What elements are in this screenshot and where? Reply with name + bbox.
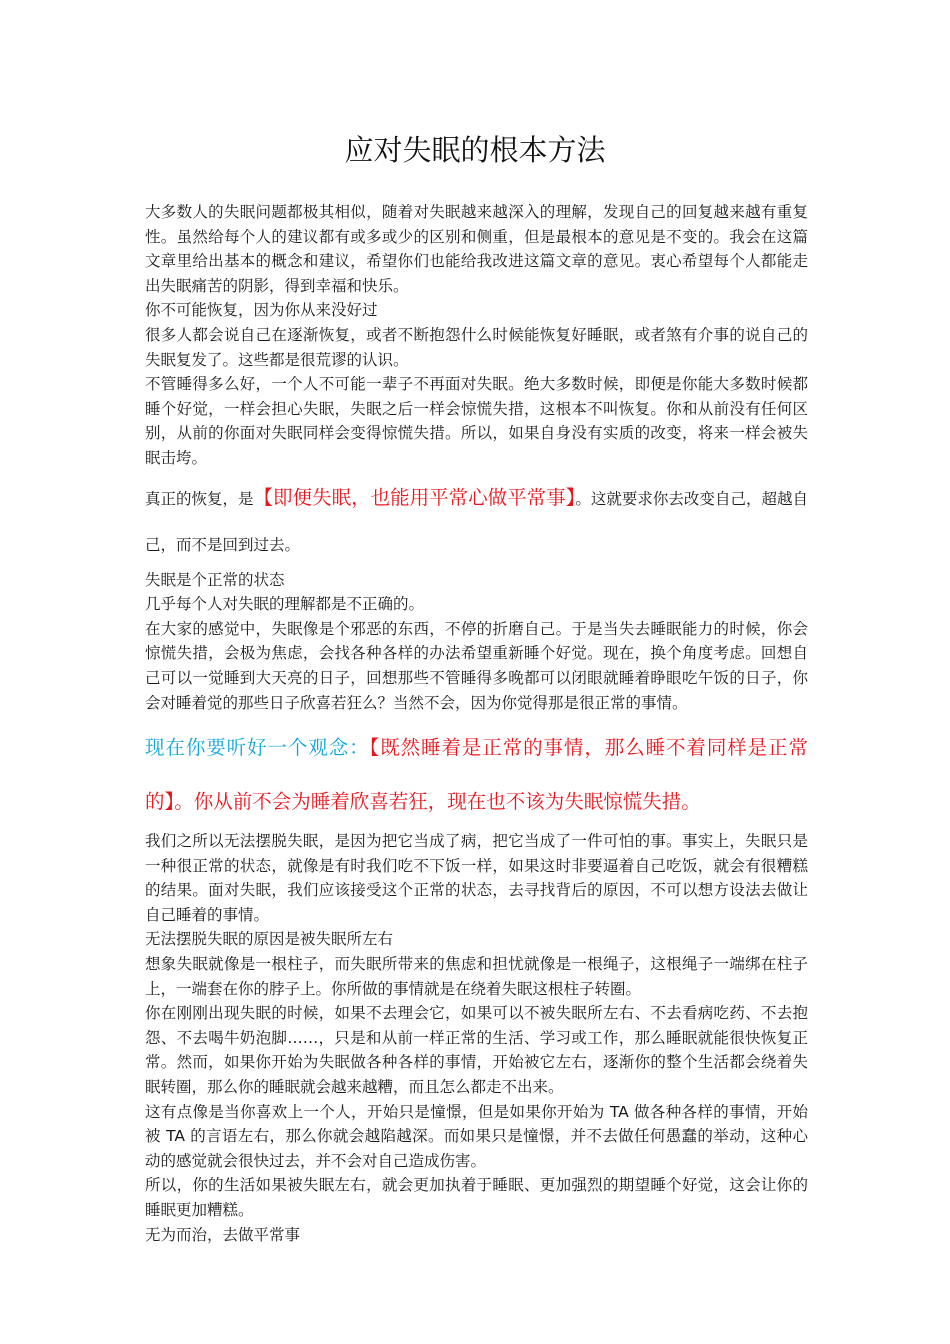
key-idea-bracket-open: 【 bbox=[369, 736, 381, 760]
key-idea-tail: 。你从前不会为睡着欣喜若狂，现在也不该为失眠惊慌失措。 bbox=[174, 790, 701, 814]
section-heading-normal-state: 失眠是个正常的状态 bbox=[145, 570, 285, 589]
paragraph-conclusion: 所以，你的生活如果被失眠左右，就会更加执着于睡眠、更加强烈的期望睡个好觉，这会让你的睡眠更加糟糕。 bbox=[145, 1176, 808, 1219]
key-idea-lead: 现在你要听好一个观念： bbox=[145, 736, 370, 760]
section-heading-controlled: 无法摆脱失眠的原因是被失眠所左右 bbox=[145, 930, 394, 949]
key-idea-bracket-close: 】 bbox=[164, 790, 175, 814]
paragraph-recover-1: 很多人都会说自己在逐渐恢复，或者不断抱怨什么时候能恢复好睡眠，或者煞有介事的说自己的失眠复发了。这些都是很荒谬的认识。 bbox=[145, 325, 808, 369]
true-recovery-tail: 。这就要求你去改变自己，超越自己，而不是回到过去。 bbox=[145, 489, 808, 554]
paragraph-key-idea bbox=[145, 721, 808, 829]
paragraph-normal-1: 几乎每个人对失眠的理解都是不正确的。 bbox=[145, 595, 425, 614]
paragraph-crush-analogy: 这有点像是当你喜欢上一个人，开始只是憧憬，但是如果你开始为 TA 做各种各样的事情，开始被 TA 的言语左右，那么你就会越陷越深。而如果只是憧憬，并不去做任何愚蠢的举动，这种心动的感觉就会很快过去，并不会对自己造成伤害。 bbox=[145, 1102, 808, 1170]
true-recovery-highlight: 【即便失眠，也能用平常心做平常事】 bbox=[253, 485, 576, 509]
paragraph-true-recovery bbox=[145, 475, 808, 568]
key-idea-highlight: 既然睡着是正常的事情，那么睡不着同样是正常的 bbox=[145, 736, 808, 814]
paragraph-not-illness: 我们之所以无法摆脱失眠，是因为把它当成了病，把它当成了一件可怕的事。事实上，失眠只是一种很正常的状态，就像是有时我们吃不下饭一样，如果这时非要逼着自己吃饭，就会有很糟糕的结果。面对失眠，我们应该接受这个正常的状态，去寻找背后的原因，不可以想方设法去做让自己睡着的事情。 bbox=[145, 832, 808, 924]
document-body bbox=[145, 200, 808, 1247]
paragraph-pillar-metaphor: 想象失眠就像是一根柱子，而失眠所带来的焦虑和担忧就像是一根绳子，这根绳子一端绑在柱子上，一端套在你的脖子上。你所做的事情就是在绕着失眠这根柱子转圈。 bbox=[145, 955, 808, 998]
section-heading-wuwei: 无为而治，去做平常事 bbox=[145, 1225, 301, 1244]
paragraph-intro: 大多数人的失眠问题都极其相似，随着对失眠越来越深入的理解，发现自己的回复越来越有重复性。虽然给每个人的建议都有或多或少的区别和侧重，但是最根本的意见是不变的。我会在这篇文章里给出基本的概念和建议，希望你们也能给我改进这篇文章的意见。衷心希望每个人都能走出失眠痛苦的阴影，得到幸福和快乐。 bbox=[145, 203, 808, 295]
true-recovery-lead: 真正的恢复，是 bbox=[145, 489, 254, 508]
paragraph-recover-2: 不管睡得多么好，一个人不可能一辈子不再面对失眠。绝大多数时候，即便是你能大多数时候都睡个好觉，一样会担心失眠，失眠之后一样会惊慌失措，这根本不叫恢复。你和从前没有任何区别，从前的你面对失眠同样会变得惊慌失措。所以，如果自身没有实质的改变，将来一样会被失眠击垮。 bbox=[145, 375, 808, 467]
document-title: 应对失眠的根本方法 bbox=[344, 133, 606, 167]
paragraph-early-insomnia: 你在刚刚出现失眠的时候，如果不去理会它，如果可以不被失眠所左右、不去看病吃药、不去抱怨、不去喝牛奶泡脚……，只是和从前一样正常的生活、学习或工作，那么睡眠就能很快恢复正常。然而，如果你开始为失眠做各种各样的事情，开始被它左右，逐渐你的整个生活都会绕着失眠转圈，那么你的睡眠就会越来越糟，而且怎么都走不出来。 bbox=[145, 1004, 808, 1097]
paragraph-normal-2: 在大家的感觉中，失眠像是个邪恶的东西，不停的折磨自己。于是当失去睡眠能力的时候，你会惊慌失措，会极为焦虑，会找各种各样的办法希望重新睡个好觉。现在，换个角度考虑。回想自己可以一觉睡到大天亮的日子，回想那些不管睡得多晚都可以闭眼就睡着睁眼吃午饭的日子，你会对睡着觉的那些日子欣喜若狂么？当然不会，因为你觉得那是很正常的事情。 bbox=[145, 619, 808, 712]
section-heading-recover: 你不可能恢复，因为你从来没好过 bbox=[145, 301, 378, 320]
